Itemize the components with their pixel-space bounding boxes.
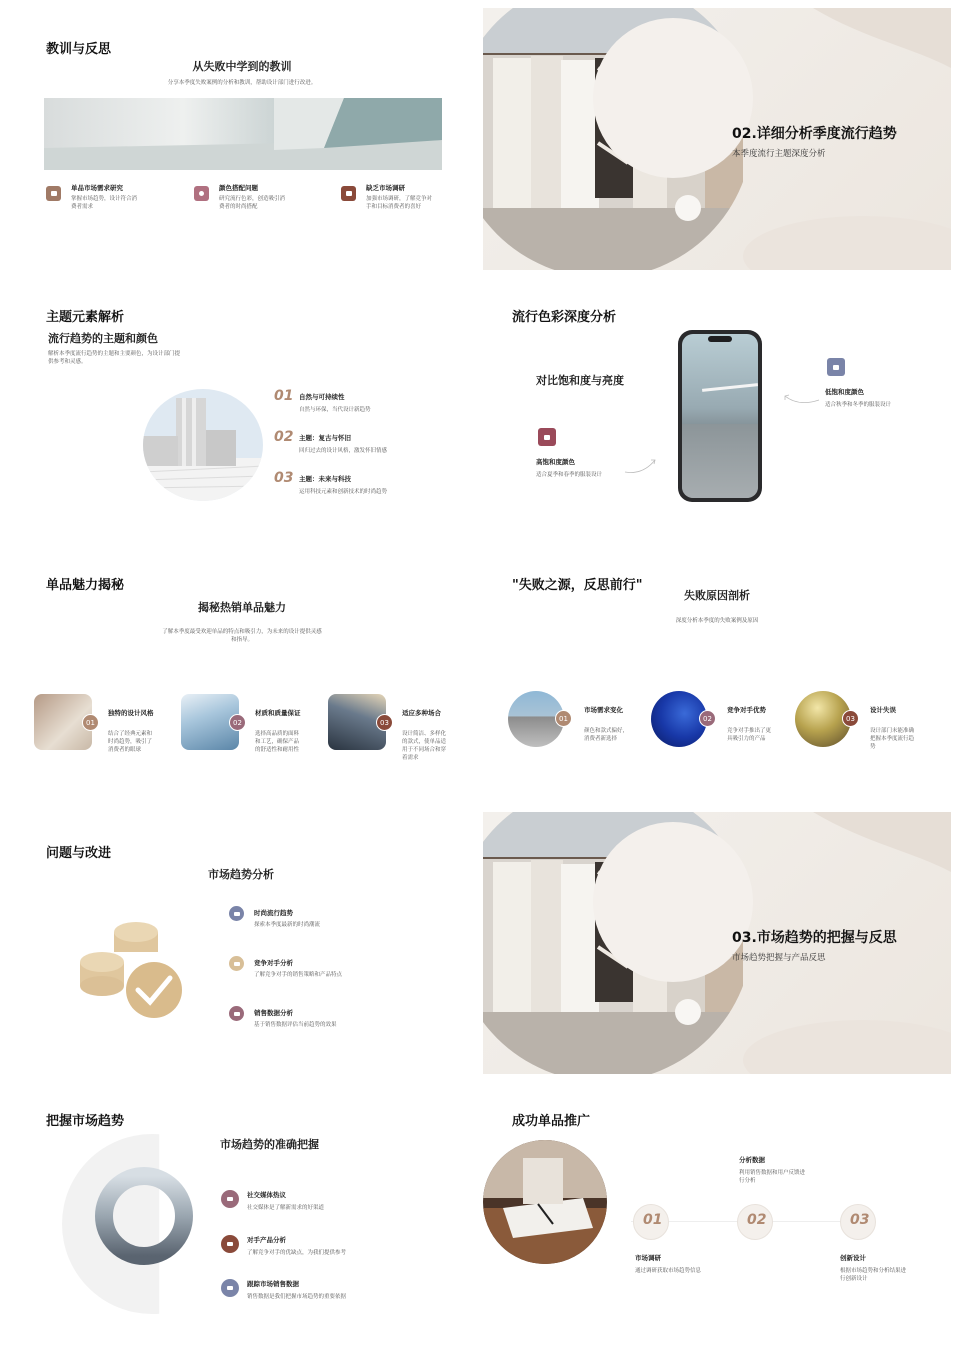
slide-heading: 流行趋势的主题和颜色 <box>48 332 158 345</box>
item-label: 设计失误 <box>870 706 896 714</box>
section-title: 02.详细分析季度流行趋势 <box>732 126 897 142</box>
item-desc: 结合了经典元素和 <box>108 731 153 737</box>
phone-mockup <box>678 330 762 502</box>
item-desc: 的舒适性和耐用性 <box>255 747 300 753</box>
item-desc: 选择高品质的面料 <box>255 731 300 737</box>
slide-heading: 从失败中学到的教训 <box>192 60 292 73</box>
slide-product-appeal <box>8 544 476 806</box>
contrast-heading: 对比饱和度与亮度 <box>536 374 624 387</box>
slide-heading: 市场趋势分析 <box>208 868 274 881</box>
slide-desc: 和指导。 <box>230 637 253 643</box>
item-number-badge: 02 <box>699 710 716 727</box>
item-desc: 手和目标消费者的喜好 <box>366 204 422 210</box>
slide-failure-causes <box>483 544 951 806</box>
item-label: 市场需求变化 <box>584 706 623 714</box>
item-desc: 设计简洁、多样化 <box>402 731 447 737</box>
item-label: 销售数据分析 <box>254 1009 293 1017</box>
step-label: 分析数据 <box>739 1156 765 1164</box>
item-label: 时尚流行趋势 <box>254 909 293 917</box>
item-desc: 销售数据是我们把握市场趋势的重要依据 <box>247 1294 347 1300</box>
item-desc: 费者的时尚搭配 <box>219 204 258 210</box>
sales-tracking-icon <box>221 1279 239 1297</box>
step-desc: 通过调研获取市场趋势信息 <box>635 1268 702 1274</box>
item-desc: 颜色和款式偏好， <box>584 728 629 734</box>
slide-section-03 <box>483 812 951 1074</box>
item-desc: 把握本季度流行趋 <box>870 736 915 742</box>
item-label: 单品市场需求研究 <box>71 184 123 192</box>
item-desc: 消费者的眼球 <box>108 747 142 753</box>
step-number: 03 <box>850 1212 870 1228</box>
item-desc: 用于不同场合和穿 <box>402 747 447 753</box>
item-desc: 着需求 <box>402 755 419 761</box>
low-saturation-desc: 适合秋季和冬季的服装设计 <box>825 402 892 408</box>
coins-check-icon <box>76 918 186 1026</box>
step-desc: 根据市场趋势和分析结果进 <box>840 1268 907 1274</box>
section-title: 03.市场趋势的把握与反思 <box>732 930 897 946</box>
slide-heading: 失败原因剖析 <box>684 589 750 602</box>
slide-title: 主题元素解析 <box>46 310 125 325</box>
item-number-badge: 03 <box>376 714 393 731</box>
slide-color-analysis <box>483 276 951 538</box>
item-desc: 了解竞争对手的销售策略和产品特点 <box>254 972 343 978</box>
low-saturation-icon <box>827 358 845 376</box>
item-desc: 回归过去的设计风格，激发怀旧情感 <box>299 448 388 454</box>
survey-icon <box>341 186 356 201</box>
slide-grasp-trends <box>8 1080 476 1342</box>
low-saturation-label: 低饱和度颜色 <box>825 388 864 396</box>
slide-desc: 供参考和灵感。 <box>48 359 87 365</box>
item-desc: 势 <box>870 744 876 750</box>
item-number: 03 <box>274 470 294 486</box>
step-desc: 利用销售数据和用户反馈进 <box>739 1170 806 1176</box>
item-desc: 加强市场调研，了解竞争对 <box>366 196 433 202</box>
research-icon <box>46 186 61 201</box>
slide-desc: 深度分析本季度的失败案例及原因 <box>675 618 759 624</box>
slide-desc: 分享本季度失败案例的分析和教训，帮助设计部门进行改进。 <box>167 80 317 86</box>
high-saturation-desc: 适合夏季和春季的服装设计 <box>536 472 603 478</box>
high-saturation-label: 高饱和度颜色 <box>536 458 575 466</box>
slide-title: 教训与反思 <box>46 42 112 57</box>
item-label: 竞争对手优势 <box>727 706 766 714</box>
item-label: 主题：复古与怀旧 <box>299 434 351 442</box>
item-desc: 具吸引力的产品 <box>727 736 766 742</box>
slide-section-02 <box>483 8 951 270</box>
competitor-product-icon <box>221 1235 239 1253</box>
item-number-badge: 03 <box>842 710 859 727</box>
item-number: 02 <box>274 429 294 445</box>
building-image <box>142 388 264 502</box>
slide-title: 把握市场趋势 <box>46 1114 125 1129</box>
item-label: 独特的设计风格 <box>108 709 154 717</box>
item-desc: 探索本季度最新的时尚潮流 <box>254 922 321 928</box>
item-desc: 费者需求 <box>71 204 94 210</box>
item-desc: 和工艺，确保产品 <box>255 739 300 745</box>
item-number-badge: 01 <box>82 714 99 731</box>
ring-image <box>94 1166 194 1266</box>
item-desc: 掌握市场趋势，设计符合消 <box>71 196 138 202</box>
social-media-icon <box>221 1190 239 1208</box>
architecture-image <box>44 98 442 170</box>
item-label: 颜色搭配问题 <box>219 184 258 192</box>
item-number-badge: 02 <box>229 714 246 731</box>
item-desc: 基于销售数据评估当前趋势的效果 <box>254 1022 337 1028</box>
item-desc: 的款式，使单品适 <box>402 739 447 745</box>
slide-lessons <box>8 8 476 270</box>
item-number-badge: 01 <box>555 710 572 727</box>
slide-product-promotion <box>483 1080 951 1342</box>
step-number: 02 <box>747 1212 767 1228</box>
slide-heading: 市场趋势的准确把握 <box>220 1138 319 1151</box>
slide-title: 问题与改进 <box>46 846 112 861</box>
slide-title: "失败之源，反思前行" <box>512 578 643 593</box>
slide-title: 流行色彩深度分析 <box>512 310 617 325</box>
item-label: 跟踪市场销售数据 <box>247 1280 299 1288</box>
item-label: 材质和质量保证 <box>255 709 301 717</box>
item-label: 竞争对手分析 <box>254 959 293 967</box>
item-desc: 社交媒体是了解新需求的好渠道 <box>247 1205 325 1211</box>
sales-data-icon <box>229 1006 244 1021</box>
step-label: 市场调研 <box>635 1254 661 1262</box>
item-desc: 研究流行色彩，创造吸引消 <box>219 196 286 202</box>
slide-title: 单品魅力揭秘 <box>46 578 125 593</box>
section-subtitle: 市场趋势把握与产品反思 <box>732 953 826 963</box>
step-number: 01 <box>643 1212 663 1228</box>
arrow-icon <box>623 456 659 476</box>
item-desc: 时尚趋势，吸引了 <box>108 739 153 745</box>
item-label: 自然与可持续性 <box>299 393 345 401</box>
arrow-icon <box>781 390 821 410</box>
slide-desc: 了解本季度最受欢迎单品的特点和吸引力，为未来的设计提供灵感 <box>162 629 322 635</box>
item-desc: 运用科技元素和创新技术的时尚趋势 <box>299 489 388 495</box>
slide-title: 成功单品推广 <box>512 1114 591 1129</box>
item-label: 主题：未来与科技 <box>299 475 351 483</box>
item-label: 对手产品分析 <box>247 1236 286 1244</box>
trend-icon <box>229 906 244 921</box>
item-number: 01 <box>274 388 294 404</box>
step-desc: 行分析 <box>739 1178 756 1184</box>
item-desc: 了解竞争对手的优缺点，为我们提供参考 <box>247 1250 347 1256</box>
high-saturation-icon <box>538 428 556 446</box>
item-desc: 消费者新选择 <box>584 736 618 742</box>
item-desc: 竞争对手推出了更 <box>727 728 772 734</box>
slide-heading: 揭秘热销单品魅力 <box>198 601 286 614</box>
item-label: 缺乏市场调研 <box>366 184 405 192</box>
competitor-icon <box>229 956 244 971</box>
step-label: 创新设计 <box>840 1254 866 1262</box>
item-label: 适应多种场合 <box>402 709 441 717</box>
palette-icon <box>194 186 209 201</box>
step-desc: 行创新设计 <box>840 1276 868 1282</box>
item-desc: 设计部门未能准确 <box>870 728 915 734</box>
item-desc: 自然与环保，当代设计新趋势 <box>299 407 371 413</box>
slide-issues-improvement <box>8 812 476 1074</box>
section-subtitle: 本季度流行主题深度分析 <box>732 149 826 159</box>
item-label: 社交媒体热议 <box>247 1191 286 1199</box>
meeting-image <box>483 1138 607 1266</box>
slide-theme-elements <box>8 276 476 538</box>
slide-desc: 解析本季度流行趋势的主题和主要颜色，为设计部门提 <box>48 351 181 357</box>
